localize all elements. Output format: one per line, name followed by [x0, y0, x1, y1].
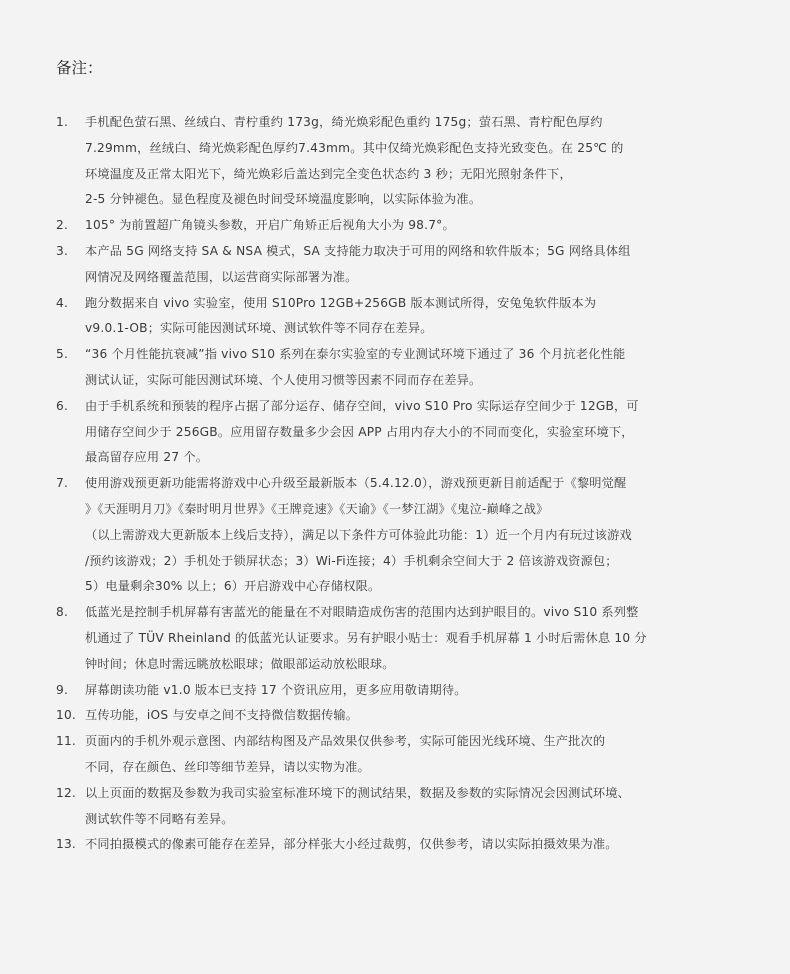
note-number: 13. — [56, 837, 76, 852]
note-number: 8. — [56, 605, 69, 620]
note-number: 4. — [56, 295, 69, 310]
note-text: 以上页面的数据及参数为我司实验室标准环境下的测试结果，数据及参数的实际情况会因测试环境、 测试软件等不同略有差异。 — [85, 785, 631, 826]
note-text: 本产品 5G 网络支持 SA & NSA 模式，SA 支持能力取决于可用的网络和软件版本；5G 网络具体组 网情况及网络覆盖范围，以运营商实际部署为准。 — [85, 243, 631, 284]
note-item-12 — [56, 781, 740, 833]
note-item-7 — [56, 471, 740, 600]
note-item-9 — [56, 678, 740, 704]
note-number: 1. — [56, 115, 69, 129]
note-text: 105° 为前置超广角镜头参数，开启广角矫正后视角大小为 98.7°。 — [85, 218, 455, 233]
note-text: 手机配色萤石黑、丝绒白、青柠重约 173g，绮光焕彩配色重约 175g；萤石黑、青柠配色厚约 7.29mm，丝绒白、绮光焕彩配色厚约7.43mm。其中仅绮光焕彩配色支持光致变色。在 25℃ 的 环境温度及正常太阳光下，绮光焕彩后盖达到完全变色状态约 3 秒；无阳光照射条件下， 2-5 分钟褪色。显色程度及褪色时间受环境温度影响，以实际体验为准。 — [85, 115, 624, 207]
note-text: 页面内的手机外观示意图、内部结构图及产品效果仅供参考，实际可能因光线环境、生产批次的 不同，存在颜色、丝印等细节差异，请以实物为准。 — [85, 734, 606, 774]
note-number: 3. — [56, 243, 69, 258]
note-text: 由于手机系统和预装的程序占据了部分运存、储存空间，vivo S10 Pro 实际运存空间少于 12GB，可 用储存空间少于 256GB。应用留存数量多少会因 APP 占用内存大小的不同而变化，实验室环境下， 最高留存应用 27 个。 — [85, 398, 639, 465]
note-text: “36 个月性能抗衰减”指 vivo S10 系列在泰尔实验室的专业测试环境下通过了 36 个月抗老化性能 测试认证，实际可能因测试环境、个人使用习惯等因素不同而存在差异。 — [85, 347, 626, 387]
note-item-13 — [56, 832, 740, 858]
note-number: 2. — [56, 218, 69, 233]
note-item-4 — [56, 291, 740, 343]
note-number: 10. — [56, 708, 76, 723]
note-item-10 — [56, 703, 740, 729]
note-number: 5. — [56, 347, 69, 362]
note-item-3 — [56, 239, 740, 291]
notes-list — [56, 110, 740, 858]
note-text: 使用游戏预更新功能需将游戏中心升级至最新版本（5.4.12.0），游戏预更新目前适配于《黎明觉醒 》《天涯明月刀》《秦时明月世界》《王牌竞速》《天谕》《一梦江湖》《鬼泣-巅峰之战》 （以上需游戏大更新版本上线后支持），满足以下条件方可体验此功能：1）近一个月内有玩过该游戏 /预约该游戏；2）手机处于锁屏状态；3）Wi-Fi连接；4）手机剩余空间大于 2 倍该游戏资源包； 5）电量剩余30% 以上；6）开启游戏中心存储权限。 — [85, 476, 632, 594]
note-item-5 — [56, 342, 740, 394]
note-text: 跑分数据来自 vivo 实验室，使用 S10Pro 12GB+256GB 版本测试所得，安兔兔软件版本为 v9.0.1-OB；实际可能因测试环境、测试软件等不同存在差异。 — [85, 295, 597, 336]
note-item-11 — [56, 729, 740, 781]
note-item-1 — [56, 110, 740, 213]
note-text: 互传功能，iOS 与安卓之间不支持微信数据传输。 — [85, 708, 359, 723]
note-number: 12. — [56, 785, 76, 800]
note-text: 不同拍摄模式的像素可能存在差异，部分样张大小经过裁剪，仅供参考，请以实际拍摄效果为准。 — [85, 837, 618, 852]
note-text: 屏幕朗读功能 v1.0 版本已支持 17 个资讯应用，更多应用敬请期待。 — [85, 682, 467, 697]
note-item-2 — [56, 213, 740, 239]
note-number: 11. — [56, 734, 76, 749]
note-item-6 — [56, 394, 740, 471]
note-number: 6. — [56, 398, 69, 413]
note-text: 低蓝光是控制手机屏幕有害蓝光的能量在不对眼睛造成伤害的范围内达到护眼目的。vivo S10 系列整 机通过了 TÜV Rheinland 的低蓝光认证要求。另有护眼小贴士：观看手机屏幕 1 小时后需休息 10 分 钟时间；休息时需远眺放松眼球；做眼部运动放松眼球。 — [85, 605, 647, 671]
notes-heading: 备注： — [56, 59, 103, 77]
note-item-8 — [56, 600, 740, 677]
note-number: 9. — [56, 682, 69, 697]
note-number: 7. — [56, 476, 69, 491]
